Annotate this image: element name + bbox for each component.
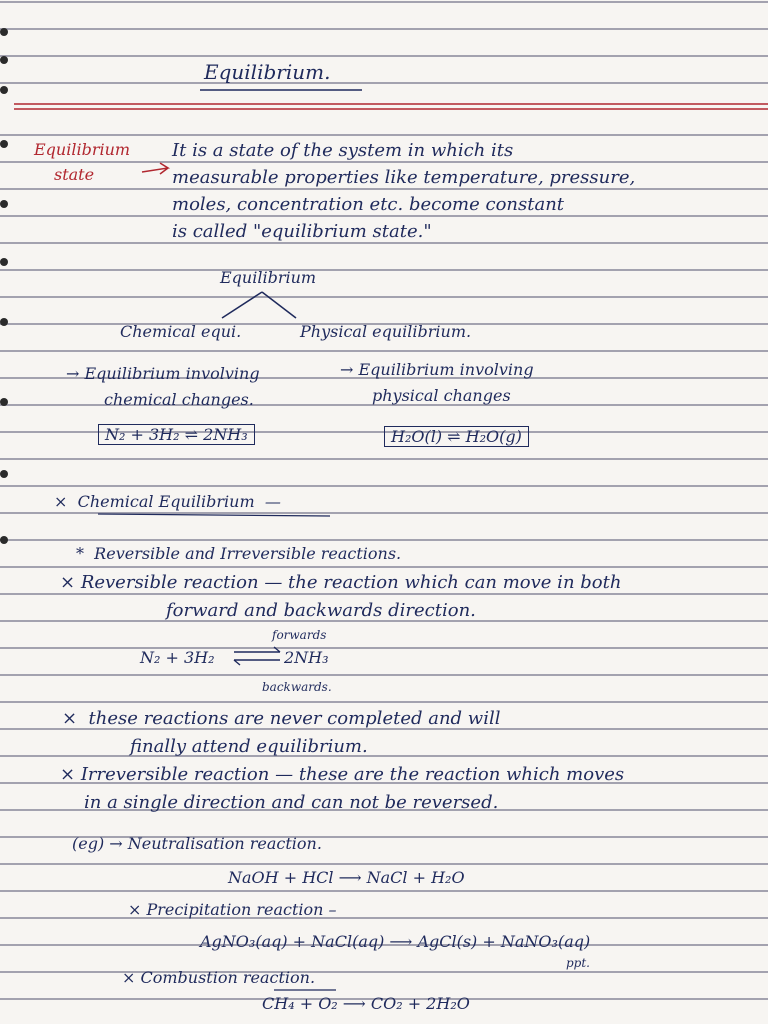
binder-hole-6 <box>0 258 8 266</box>
combustion-label: × Combustion reaction. <box>122 968 316 987</box>
forward-arrow <box>234 647 280 652</box>
binder-hole-8 <box>0 398 8 406</box>
definition-line4: is called "equilibrium state." <box>172 221 432 242</box>
definition-line2: measurable properties like temperature, pressure, <box>172 167 636 188</box>
physical-equation-box: H₂O(l) ⇌ H₂O(g) <box>384 426 529 447</box>
binder-hole-7 <box>0 318 8 326</box>
precipitation-label: × Precipitation reaction – <box>128 900 337 919</box>
binder-hole-4 <box>0 140 8 148</box>
page-title: Equilibrium. <box>204 60 331 84</box>
forward-label: forwards <box>272 628 327 642</box>
definition-line1: It is a state of the system in which its <box>172 140 514 161</box>
definition-line3: moles, concentration etc. become constant <box>172 194 565 215</box>
backward-arrow <box>234 660 280 665</box>
neutralisation-equation: NaOH + HCl ⟶ NaCl + H₂O <box>228 868 465 887</box>
chemical-involving-line1: → Equilibrium involving <box>66 364 260 383</box>
irreversible-line2: in a single direction and can not be reversed. <box>84 792 499 813</box>
binder-hole-3 <box>0 86 8 94</box>
binder-hole-10 <box>0 536 8 544</box>
tree-branch-right <box>262 292 296 318</box>
backward-label: backwards. <box>262 680 332 694</box>
tree-right: Physical equilibrium. <box>300 322 472 341</box>
irreversible-line1: × Irreversible reaction — these are the reaction which moves <box>60 764 625 785</box>
precipitation-equation: AgNO₃(aq) + NaCl(aq) ⟶ AgCl(s) + NaNO₃(aq) <box>200 932 591 951</box>
rev-irrev-heading: * Reversible and Irreversible reactions. <box>76 544 402 563</box>
reversible-rhs: 2NH₃ <box>284 648 329 667</box>
binder-hole-9 <box>0 470 8 478</box>
reversible-lhs: N₂ + 3H₂ <box>140 648 215 667</box>
chemical-equation-box: N₂ + 3H₂ ⇌ 2NH₃ <box>98 424 255 445</box>
tree-branch-left <box>222 292 262 318</box>
binder-hole-1 <box>0 28 8 36</box>
definition-arrow <box>142 163 168 174</box>
chem-heading-underline <box>98 514 330 516</box>
tree-left: Chemical equi. <box>120 322 242 341</box>
physical-involving-line1: → Equilibrium involving <box>340 360 534 379</box>
binder-hole-5 <box>0 200 8 208</box>
tree-root: Equilibrium <box>220 268 317 287</box>
chem-eq-heading: × Chemical Equilibrium — <box>54 492 281 511</box>
definition-term-line2: state <box>54 165 95 184</box>
combustion-equation: CH₄ + O₂ ⟶ CO₂ + 2H₂O <box>262 994 470 1013</box>
never-completed-line1: × these reactions are never completed and will <box>62 708 501 729</box>
neutralisation-label: (eg) → Neutralisation reaction. <box>72 834 322 853</box>
chemical-involving-line2: chemical changes. <box>104 390 254 409</box>
ppt-label: ppt. <box>566 956 590 970</box>
physical-involving-line2: physical changes <box>372 386 511 405</box>
never-completed-line2: finally attend equilibrium. <box>130 736 368 757</box>
binder-hole-2 <box>0 56 8 64</box>
definition-term-line1: Equilibrium <box>34 140 131 159</box>
reversible-line2: forward and backwards direction. <box>166 600 476 621</box>
reversible-line1: × Reversible reaction — the reaction which can move in both <box>60 572 622 593</box>
